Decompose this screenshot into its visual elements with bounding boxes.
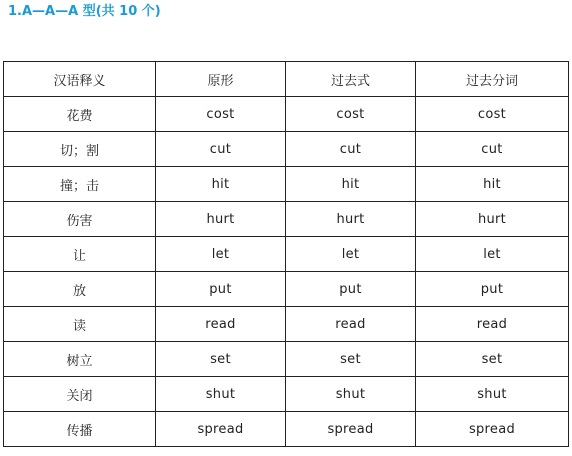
cell-past-participle: cost	[416, 97, 569, 132]
cell-past-participle: hit	[416, 167, 569, 202]
cell-meaning: 切；割	[4, 132, 156, 167]
cell-base-form: cut	[156, 132, 286, 167]
cell-past-participle: shut	[416, 377, 569, 412]
cell-past-participle: spread	[416, 412, 569, 447]
table-row	[4, 132, 569, 167]
cell-meaning: 传播	[4, 412, 156, 447]
cell-base-form: put	[156, 272, 286, 307]
cell-base-form: shut	[156, 377, 286, 412]
cell-past-participle: read	[416, 307, 569, 342]
section-heading: 1.A—A—A 型(共 10 个)	[8, 4, 161, 19]
table-row	[4, 167, 569, 202]
cell-past-tense: cut	[286, 132, 416, 167]
cell-past-participle: let	[416, 237, 569, 272]
table-row	[4, 307, 569, 342]
header-past-participle: 过去分词	[416, 62, 569, 97]
cell-base-form: cost	[156, 97, 286, 132]
cell-past-participle: set	[416, 342, 569, 377]
cell-past-tense: shut	[286, 377, 416, 412]
cell-meaning: 树立	[4, 342, 156, 377]
header-chinese-meaning: 汉语释义	[4, 62, 156, 97]
cell-past-participle: cut	[416, 132, 569, 167]
cell-base-form: hurt	[156, 202, 286, 237]
table-header-row	[4, 62, 569, 97]
table-row	[4, 97, 569, 132]
cell-past-tense: spread	[286, 412, 416, 447]
header-past-tense: 过去式	[286, 62, 416, 97]
cell-past-tense: read	[286, 307, 416, 342]
cell-past-tense: set	[286, 342, 416, 377]
cell-past-tense: hit	[286, 167, 416, 202]
cell-base-form: read	[156, 307, 286, 342]
header-base-form: 原形	[156, 62, 286, 97]
cell-past-tense: cost	[286, 97, 416, 132]
table-row	[4, 342, 569, 377]
table-row	[4, 272, 569, 307]
cell-past-tense: hurt	[286, 202, 416, 237]
table-row	[4, 237, 569, 272]
cell-past-participle: put	[416, 272, 569, 307]
cell-base-form: spread	[156, 412, 286, 447]
cell-meaning: 撞；击	[4, 167, 156, 202]
table-row	[4, 412, 569, 447]
cell-past-tense: put	[286, 272, 416, 307]
verb-forms-table	[3, 61, 569, 447]
cell-base-form: let	[156, 237, 286, 272]
cell-meaning: 让	[4, 237, 156, 272]
cell-meaning: 伤害	[4, 202, 156, 237]
cell-past-tense: let	[286, 237, 416, 272]
cell-meaning: 关闭	[4, 377, 156, 412]
cell-base-form: set	[156, 342, 286, 377]
cell-meaning: 花费	[4, 97, 156, 132]
cell-meaning: 读	[4, 307, 156, 342]
cell-meaning: 放	[4, 272, 156, 307]
cell-base-form: hit	[156, 167, 286, 202]
table-row	[4, 202, 569, 237]
table-row	[4, 377, 569, 412]
cell-past-participle: hurt	[416, 202, 569, 237]
